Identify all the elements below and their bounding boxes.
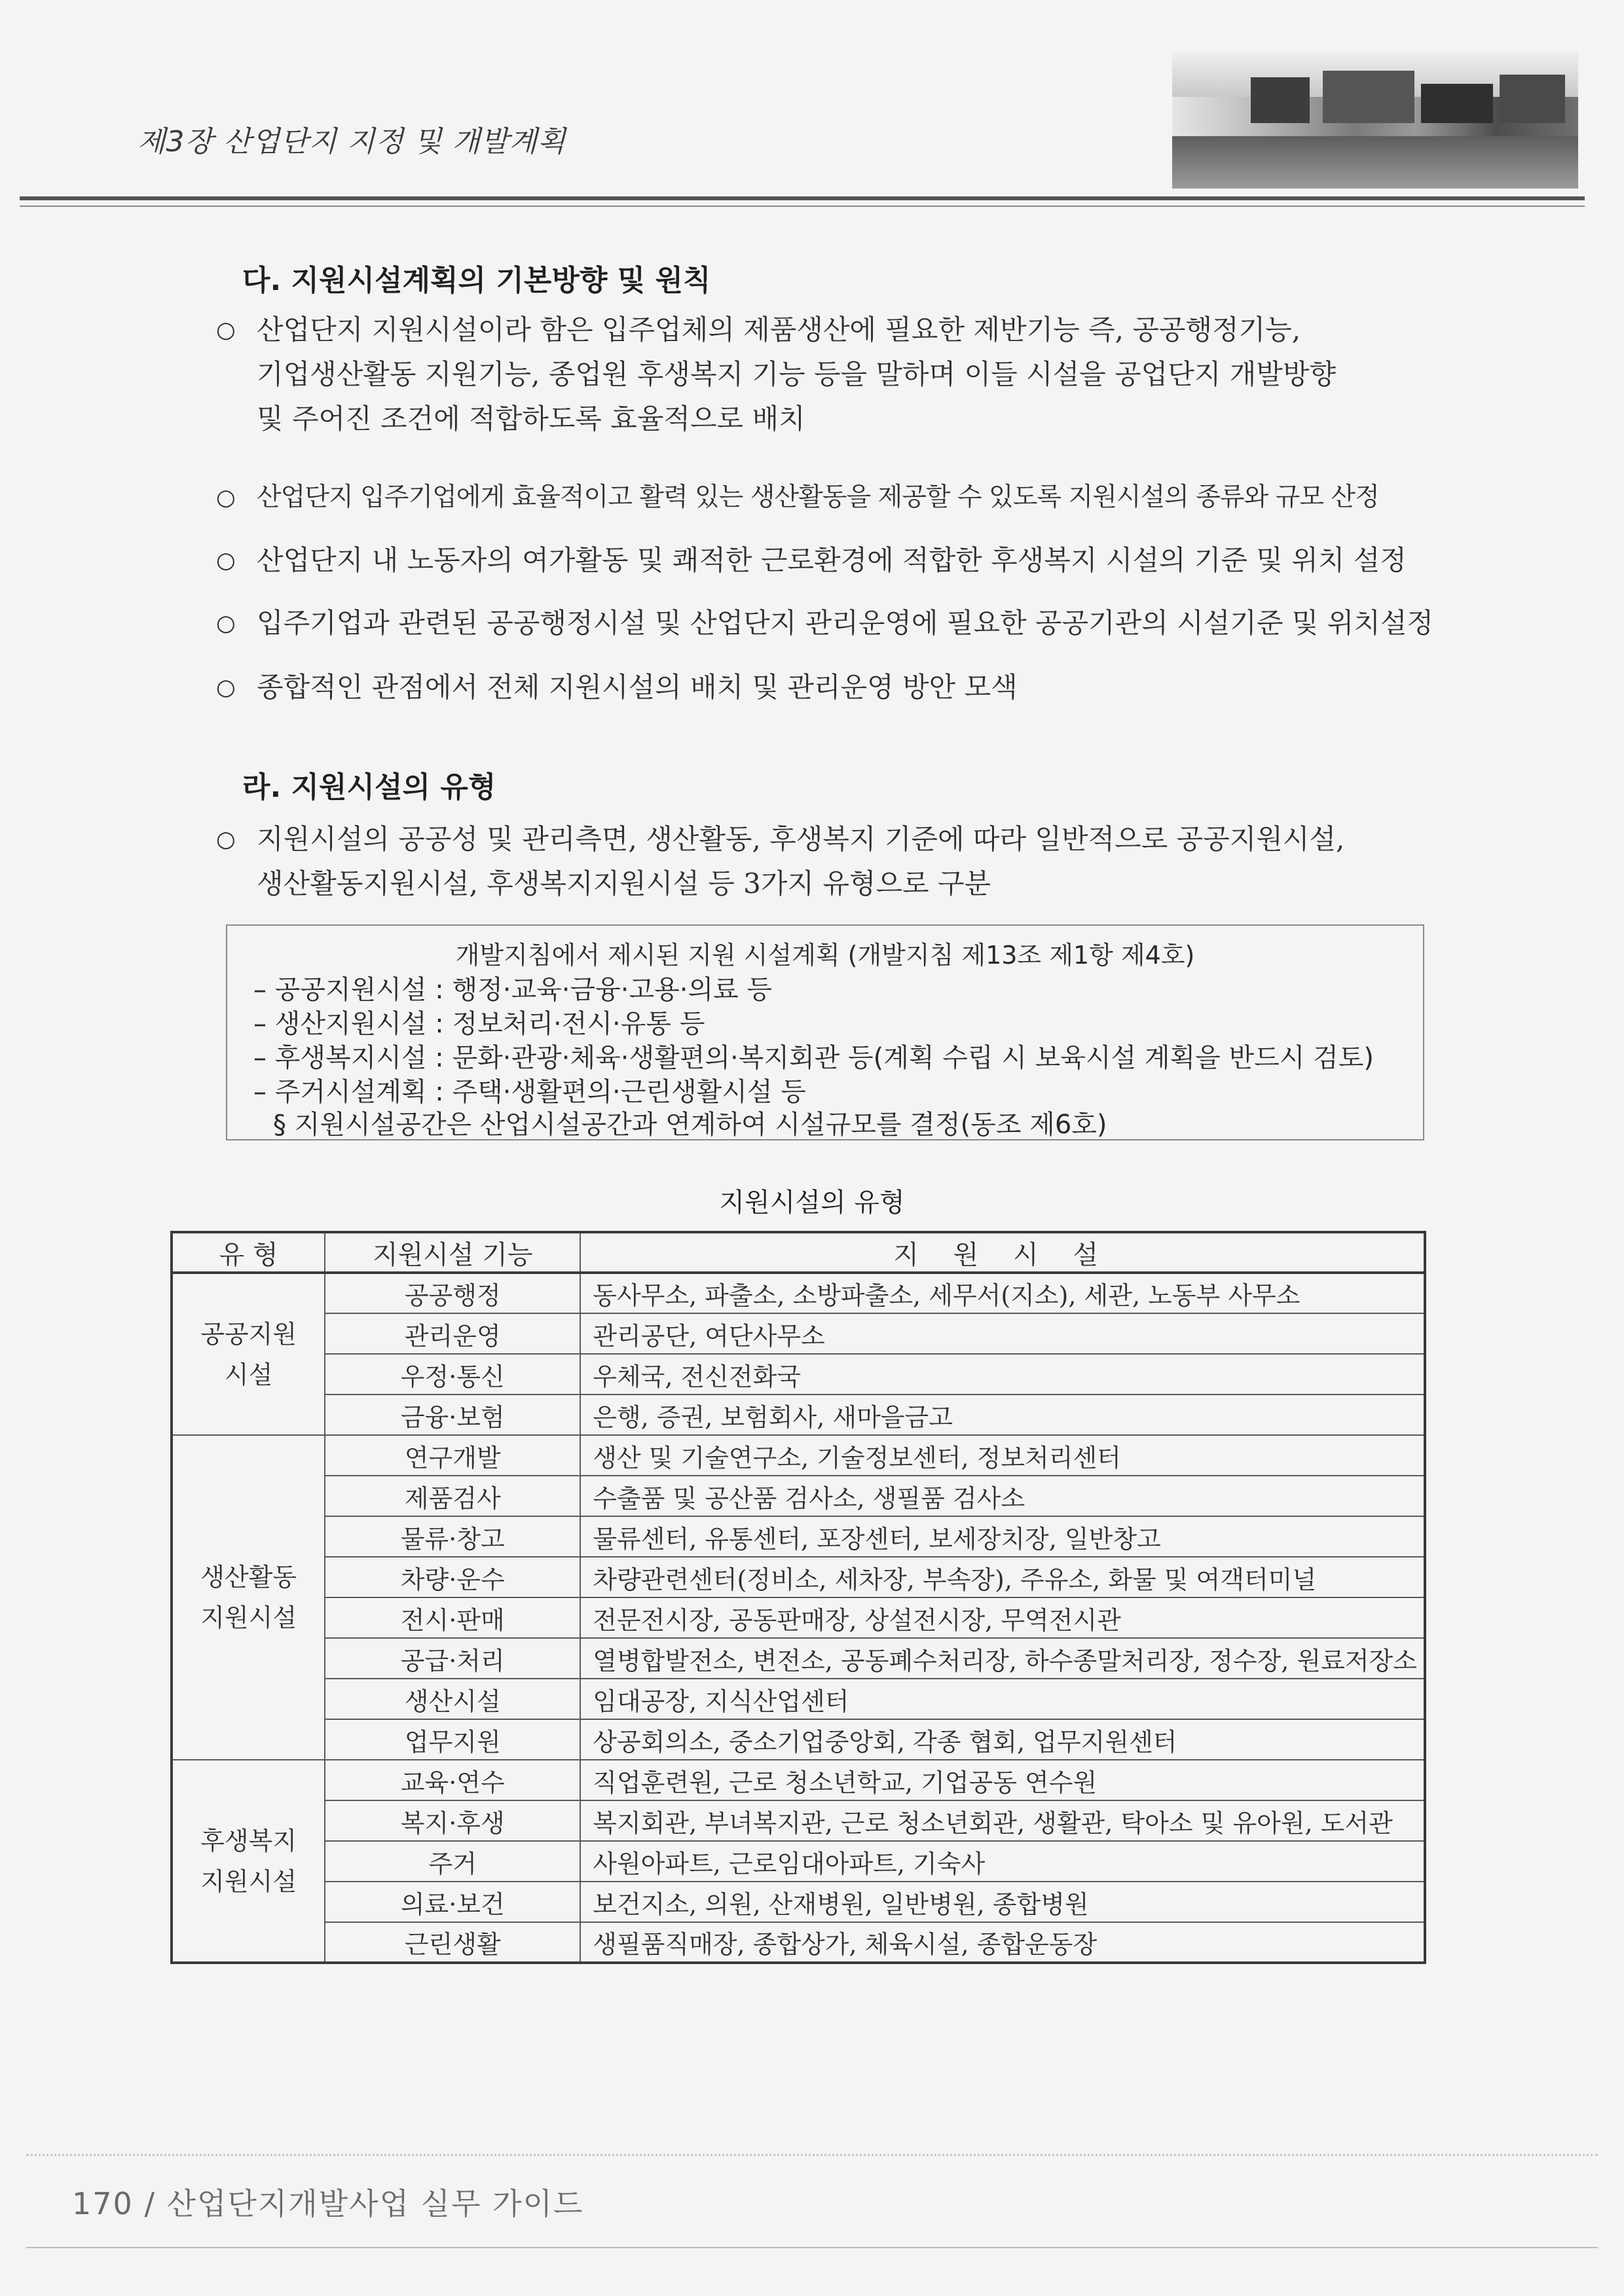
facilities-cell: 보건지소, 의원, 산재병원, 일반병원, 종합병원 bbox=[580, 1882, 1425, 1922]
facilities-cell: 전문전시장, 공동판매장, 상설전시장, 무역전시관 bbox=[580, 1597, 1425, 1638]
table-row bbox=[172, 1800, 1425, 1841]
function-cell: 복지·후생 bbox=[325, 1800, 580, 1841]
function-cell: 물류·창고 bbox=[325, 1516, 580, 1557]
facilities-cell: 동사무소, 파출소, 소방파출소, 세무서(지소), 세관, 노동부 사무소 bbox=[580, 1273, 1425, 1313]
facilities-cell: 사원아파트, 근로임대아파트, 기숙사 bbox=[580, 1841, 1425, 1882]
footer-separator: / bbox=[144, 2186, 167, 2221]
facilities-cell: 은행, 증권, 보험회사, 새마을금고 bbox=[580, 1394, 1425, 1435]
bullet-item: ○ 산업단지 지원시설이라 함은 입주업체의 제품생산에 필요한 제반기능 즉, 공공행정기능, 기업생산활동 지원기능, 종업원 후생복지 기능 등을 말하며 이들 시설을 공업단지 개발방향 및 주어진 조건에 적합하도록 효율적으로 배치 bbox=[216, 308, 1447, 441]
function-cell: 교육·연수 bbox=[325, 1760, 580, 1800]
facility-type-table bbox=[170, 1231, 1426, 1964]
function-cell: 차량·운수 bbox=[325, 1557, 580, 1597]
guideline-line: § 지원시설공간은 산업시설공간과 연계하여 시설규모를 결정(동조 제6호) bbox=[273, 1110, 1107, 1140]
table-row bbox=[172, 1679, 1425, 1719]
guideline-line: – 후생복지시설 : 문화·관광·체육·생활편의·복지회관 등(계획 수립 시 보육시설 계획을 반드시 검토) bbox=[253, 1043, 1375, 1073]
guideline-box-title: 개발지침에서 제시된 지원 시설계획 (개발지침 제13조 제1항 제4호) bbox=[455, 941, 1195, 970]
bullet-item: ○ 종합적인 관점에서 전체 지원시설의 배치 및 관리운영 방안 모색 bbox=[216, 665, 1447, 710]
facilities-cell: 열병합발전소, 변전소, 공동폐수처리장, 하수종말처리장, 정수장, 원료저장소 bbox=[580, 1638, 1425, 1679]
table-row bbox=[172, 1760, 1425, 1800]
guideline-line: – 공공지원시설 : 행정·교육·금융·고용·의료 등 bbox=[253, 975, 773, 1005]
function-cell: 연구개발 bbox=[325, 1435, 580, 1476]
section-title-da: 다. 지원시설계획의 기본방향 및 원칙 bbox=[242, 264, 711, 297]
circle-bullet-icon: ○ bbox=[216, 674, 236, 701]
function-cell: 우정·통신 bbox=[325, 1354, 580, 1394]
header-photo bbox=[1172, 51, 1578, 189]
table-row bbox=[172, 1597, 1425, 1638]
facilities-cell: 생필품직매장, 종합상가, 체육시설, 종합운동장 bbox=[580, 1922, 1425, 1963]
table-row bbox=[172, 1516, 1425, 1557]
table-row bbox=[172, 1882, 1425, 1922]
table-row bbox=[172, 1841, 1425, 1882]
facilities-cell: 수출품 및 공산품 검사소, 생필품 검사소 bbox=[580, 1476, 1425, 1516]
circle-bullet-icon: ○ bbox=[216, 610, 236, 636]
facilities-cell: 관리공단, 여단사무소 bbox=[580, 1313, 1425, 1354]
column-header-function: 지원시설 기능 bbox=[325, 1232, 580, 1273]
table-row bbox=[172, 1557, 1425, 1597]
table-body bbox=[172, 1273, 1425, 1963]
function-cell: 업무지원 bbox=[325, 1719, 580, 1760]
section-title-ra: 라. 지원시설의 유형 bbox=[242, 771, 496, 804]
circle-bullet-icon: ○ bbox=[216, 317, 236, 343]
bullet-item: ○ 지원시설의 공공성 및 관리측면, 생산활동, 후생복지 기준에 따라 일반적으로 공공지원시설, 생산활동지원시설, 후생복지지원시설 등 3가지 유형으로 구분 bbox=[216, 817, 1447, 906]
guideline-line: – 주거시설계획 : 주택·생활편의·근린생활시설 등 bbox=[253, 1077, 806, 1107]
facility-type-cell: 후생복지 지원시설 bbox=[172, 1760, 325, 1963]
function-cell: 생산시설 bbox=[325, 1679, 580, 1719]
header-divider bbox=[20, 196, 1585, 207]
function-cell: 전시·판매 bbox=[325, 1597, 580, 1638]
column-header-facilities: 지 원 시 설 bbox=[580, 1232, 1425, 1273]
table-row bbox=[172, 1638, 1425, 1679]
guideline-box bbox=[226, 924, 1424, 1140]
table-row bbox=[172, 1435, 1425, 1476]
facilities-cell: 임대공장, 지식산업센터 bbox=[580, 1679, 1425, 1719]
bullet-item: ○ 산업단지 내 노동자의 여가활동 및 쾌적한 근로환경에 적합한 후생복지 시설의 기준 및 위치 설정 bbox=[216, 538, 1447, 583]
facilities-cell: 직업훈련원, 근로 청소년학교, 기업공동 연수원 bbox=[580, 1760, 1425, 1800]
table-row bbox=[172, 1273, 1425, 1313]
facility-type-cell: 생산활동 지원시설 bbox=[172, 1435, 325, 1760]
footer-rule bbox=[26, 2247, 1598, 2248]
circle-bullet-icon: ○ bbox=[216, 826, 236, 852]
facilities-cell: 차량관련센터(정비소, 세차장, 부속장), 주유소, 화물 및 여객터미널 bbox=[580, 1557, 1425, 1597]
function-cell: 관리운영 bbox=[325, 1313, 580, 1354]
table-row bbox=[172, 1719, 1425, 1760]
footer-divider bbox=[26, 2154, 1598, 2156]
book-title: 산업단지개발사업 실무 가이드 bbox=[166, 2186, 584, 2221]
function-cell: 의료·보건 bbox=[325, 1882, 580, 1922]
table-row bbox=[172, 1394, 1425, 1435]
facilities-cell: 생산 및 기술연구소, 기술정보센터, 정보처리센터 bbox=[580, 1435, 1425, 1476]
chapter-header: 제3장 산업단지 지정 및 개발계획 bbox=[138, 125, 566, 158]
table-row bbox=[172, 1476, 1425, 1516]
function-cell: 근린생활 bbox=[325, 1922, 580, 1963]
function-cell: 공급·처리 bbox=[325, 1638, 580, 1679]
facilities-cell: 상공회의소, 중소기업중앙회, 각종 협회, 업무지원센터 bbox=[580, 1719, 1425, 1760]
facilities-cell: 복지회관, 부녀복지관, 근로 청소년회관, 생활관, 탁아소 및 유아원, 도서관 bbox=[580, 1800, 1425, 1841]
table-header-row bbox=[172, 1232, 1425, 1273]
column-header-type: 유 형 bbox=[172, 1232, 325, 1273]
page-number: 170 bbox=[72, 2186, 134, 2221]
function-cell: 주거 bbox=[325, 1841, 580, 1882]
facilities-cell: 우체국, 전신전화국 bbox=[580, 1354, 1425, 1394]
table-row bbox=[172, 1922, 1425, 1963]
bullet-item: ○ 산업단지 입주기업에게 효율적이고 활력 있는 생산활동을 제공할 수 있도록 지원시설의 종류와 규모 산정 bbox=[216, 475, 1447, 520]
guideline-line: – 생산지원시설 : 정보처리·전시·유통 등 bbox=[253, 1009, 705, 1039]
circle-bullet-icon: ○ bbox=[216, 484, 236, 511]
table-row bbox=[172, 1354, 1425, 1394]
facility-type-cell: 공공지원 시설 bbox=[172, 1273, 325, 1435]
footer bbox=[72, 2180, 583, 2223]
table-caption: 지원시설의 유형 bbox=[719, 1188, 905, 1218]
bullet-item: ○ 입주기업과 관련된 공공행정시설 및 산업단지 관리운영에 필요한 공공기관의 시설기준 및 위치설정 bbox=[216, 601, 1447, 646]
facilities-cell: 물류센터, 유통센터, 포장센터, 보세장치장, 일반창고 bbox=[580, 1516, 1425, 1557]
circle-bullet-icon: ○ bbox=[216, 547, 236, 574]
function-cell: 금융·보험 bbox=[325, 1394, 580, 1435]
function-cell: 제품검사 bbox=[325, 1476, 580, 1516]
table-row bbox=[172, 1313, 1425, 1354]
function-cell: 공공행정 bbox=[325, 1273, 580, 1313]
